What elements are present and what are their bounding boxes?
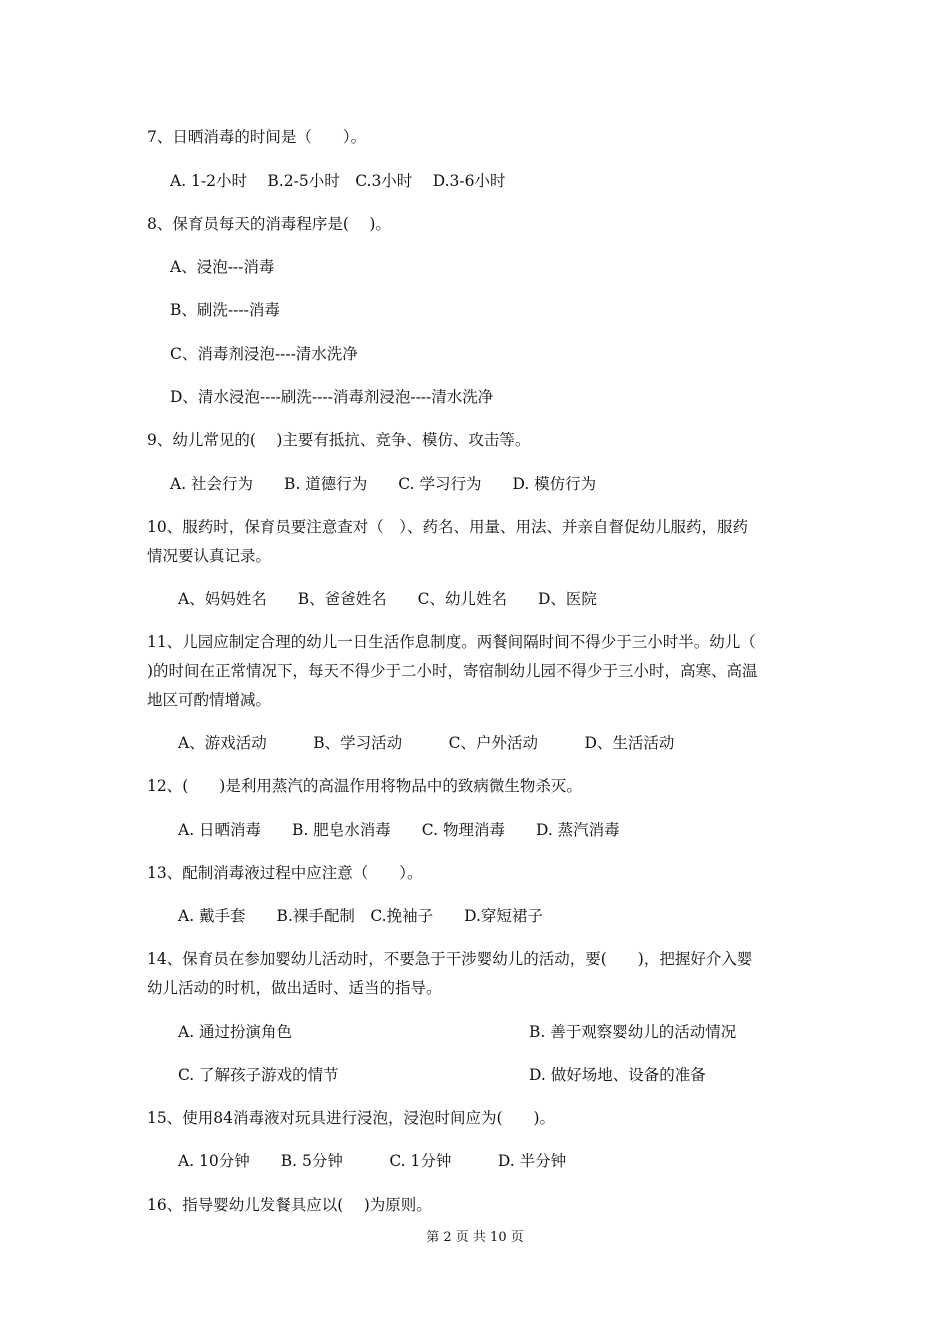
question-10-line-2: 情况要认真记录。 xyxy=(147,547,272,565)
question-16: 16、指导婴幼儿发餐具应以( )为原则。 xyxy=(147,1196,432,1214)
question-8-option-b: B、刷洗----消毒 xyxy=(170,301,280,319)
question-14-option-b: B. 善于观察婴幼儿的活动情况 xyxy=(529,1023,737,1041)
question-11-line-1: 11、儿园应制定合理的幼儿一日生活作息制度。两餐间隔时间不得少于三小时半。幼儿（ xyxy=(147,633,756,651)
question-9-options: A. 社会行为 B. 道德行为 C. 学习行为 D. 模仿行为 xyxy=(170,475,597,493)
question-11-line-2: )的时间在正常情况下，每天不得少于二小时，寄宿制幼儿园不得少于三小时，高寒、高温 xyxy=(147,662,758,680)
question-8: 8、保育员每天的消毒程序是( )。 xyxy=(147,215,391,233)
question-13-options: A. 戴手套 B.裸手配制 C.挽袖子 D.穿短裙子 xyxy=(178,907,543,925)
question-11-options: A、游戏活动 B、学习活动 C、户外活动 D、生活活动 xyxy=(178,734,675,752)
question-14-line-2: 幼儿活动的时机，做出适时、适当的指导。 xyxy=(147,979,442,997)
question-8-option-a: A、浸泡---消毒 xyxy=(170,258,275,276)
question-9: 9、幼儿常见的( )主要有抵抗、竞争、模仿、攻击等。 xyxy=(147,431,531,449)
question-13: 13、配制消毒液过程中应注意（ ）。 xyxy=(147,864,423,882)
question-8-option-c: C、消毒剂浸泡----清水洗净 xyxy=(170,345,358,363)
question-12: 12、( )是利用蒸汽的高温作用将物品中的致病微生物杀灭。 xyxy=(147,777,582,795)
question-15-options: A. 10分钟 B. 5分钟 C. 1分钟 D. 半分钟 xyxy=(178,1152,567,1170)
question-10-options: A、妈妈姓名 B、爸爸姓名 C、幼儿姓名 D、医院 xyxy=(178,590,597,608)
question-14-option-c: C. 了解孩子游戏的情节 xyxy=(178,1066,339,1084)
question-15: 15、使用84消毒液对玩具进行浸泡，浸泡时间应为( )。 xyxy=(147,1109,556,1127)
question-12-options: A. 日晒消毒 B. 肥皂水消毒 C. 物理消毒 D. 蒸汽消毒 xyxy=(178,821,620,839)
question-8-option-d: D、清水浸泡----刷洗----消毒剂浸泡----清水洗净 xyxy=(170,388,494,406)
question-11-line-3: 地区可酌情增减。 xyxy=(147,691,272,709)
question-14-option-d: D. 做好场地、设备的准备 xyxy=(529,1066,706,1084)
question-7: 7、日晒消毒的时间是（ ）。 xyxy=(147,128,367,146)
question-14-line-1: 14、保育员在参加婴幼儿活动时，不要急于干涉婴幼儿的活动，要( )，把握好介入婴 xyxy=(147,950,753,968)
question-10-line-1: 10、服药时，保育员要注意查对（ ）、药名、用量、用法、并亲自督促幼儿服药，服药 xyxy=(147,518,748,536)
page-footer: 第 2 页 共 10 页 xyxy=(426,1230,524,1245)
question-14-option-a: A. 通过扮演角色 xyxy=(178,1023,293,1041)
question-7-options: A. 1-2小时 B.2-5小时 C.3小时 D.3-6小时 xyxy=(170,172,506,190)
